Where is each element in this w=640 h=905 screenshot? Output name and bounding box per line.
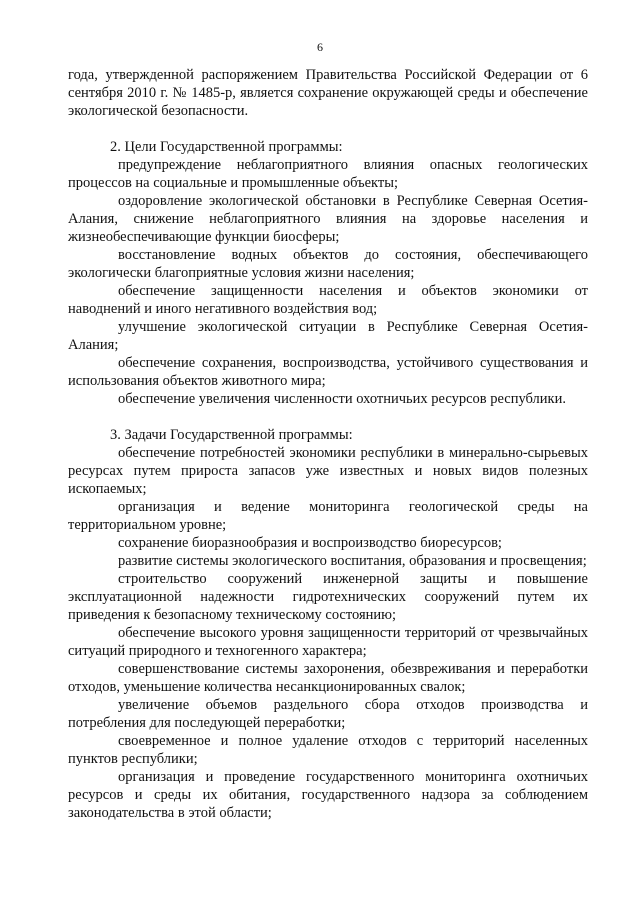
- task-item: строительство сооружений инженерной защиты и повышение эксплуатационной надежности гидротехнических сооружений путем их приведения к безопасному техническому состоянию;: [68, 571, 588, 623]
- goal-item: улучшение экологической ситуации в Республике Северная Осетия-Алания;: [68, 319, 588, 353]
- page-number: 6: [317, 40, 323, 54]
- intro-paragraph: года, утвержденной распоряжением Правительства Российской Федерации от 6 сентября 2010 г. № 1485-р, является сохранение окружающей среды и обеспечение экологической безопасности.: [68, 67, 588, 119]
- task-item: обеспечение потребностей экономики республики в минерально-сырьевых ресурсах путем прироста запасов уже известных и новых видов полезных ископаемых;: [68, 445, 588, 497]
- goal-item: обеспечение защищенности населения и объектов экономики от наводнений и иного негативного воздействия вод;: [68, 283, 588, 317]
- task-item: обеспечение высокого уровня защищенности территорий от чрезвычайных ситуаций природного и техногенного характера;: [68, 625, 588, 659]
- task-item: своевременное и полное удаление отходов с территорий населенных пунктов республики;: [68, 733, 588, 767]
- section-3-heading: 3. Задачи Государственной программы:: [110, 427, 353, 443]
- task-item: организация и ведение мониторинга геологической среды на территориальном уровне;: [68, 499, 588, 533]
- goal-item: восстановление водных объектов до состояния, обеспечивающего экологически благоприятные условия жизни населения;: [68, 247, 588, 281]
- task-item: увеличение объемов раздельного сбора отходов производства и потребления для последующей переработки;: [68, 697, 588, 731]
- goal-item: обеспечение увеличения численности охотничьих ресурсов республики.: [118, 391, 566, 407]
- task-item: развитие системы экологического воспитания, образования и просвещения;: [118, 553, 587, 569]
- task-item: организация и проведение государственного мониторинга охотничьих ресурсов и среды их обитания, государственного надзора за соблюдением законодательства в этой области;: [68, 769, 588, 821]
- goal-item: предупреждение неблагоприятного влияния опасных геологических процессов на социальные и промышленные объекты;: [68, 157, 588, 191]
- task-item: сохранение биоразнообразия и воспроизводство биоресурсов;: [118, 535, 502, 551]
- goal-item: обеспечение сохранения, воспроизводства, устойчивого существования и использования объектов животного мира;: [68, 355, 588, 389]
- task-item: совершенствование системы захоронения, обезвреживания и переработки отходов, уменьшение количества несанкционированных свалок;: [68, 661, 588, 695]
- section-2-heading: 2. Цели Государственной программы:: [110, 139, 343, 155]
- goal-item: оздоровление экологической обстановки в Республике Северная Осетия-Алания, снижение неблагоприятного влияния на здоровье населения и жизнеобеспечивающие функции биосферы;: [68, 193, 588, 245]
- document-body: [68, 66, 588, 822]
